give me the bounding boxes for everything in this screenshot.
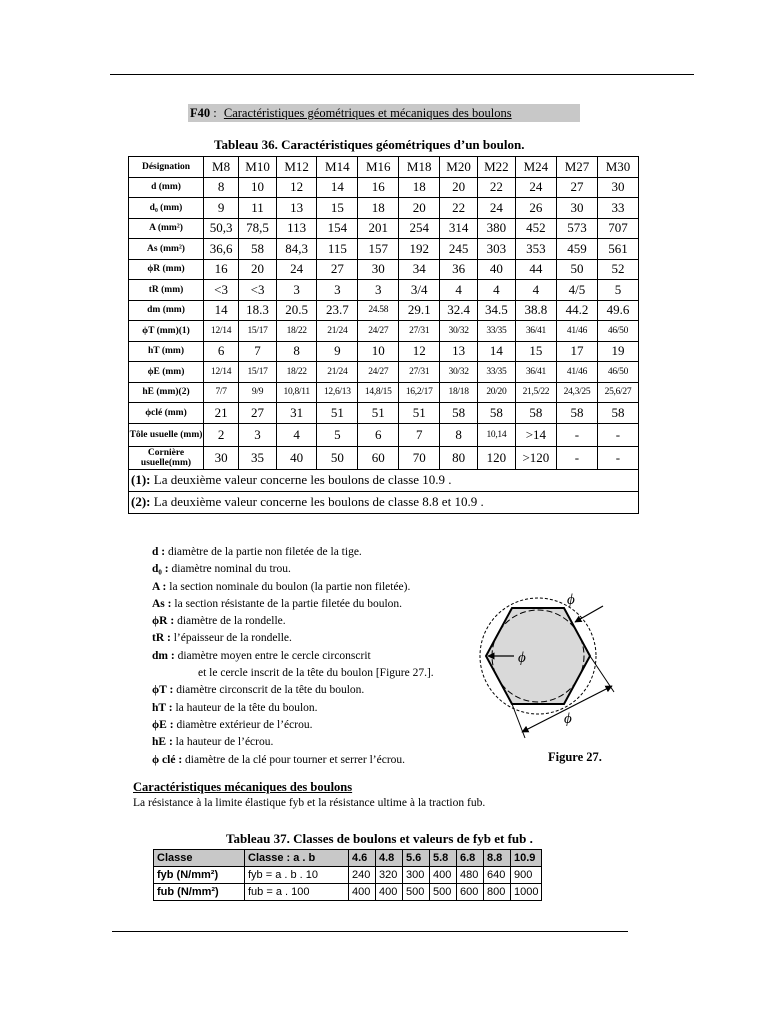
cell-value: 30/32 — [440, 362, 478, 383]
cell-value: 19 — [597, 341, 638, 362]
cell-value: 40 — [477, 259, 515, 280]
header-size: M14 — [317, 157, 358, 178]
definition-text: diamètre extérieur de l’écrou. — [173, 718, 313, 731]
definition-item — [152, 717, 434, 734]
cell-value: 58 — [597, 403, 638, 424]
cell-value: 14 — [317, 177, 358, 198]
cell-value: >120 — [515, 446, 556, 469]
row-label: d₀ (mm) — [129, 198, 204, 219]
cell-value: 46/50 — [597, 321, 638, 342]
cell-value: 15 — [317, 198, 358, 219]
row-label: Tôle usuelle (mm) — [129, 423, 204, 446]
cell-value: 58 — [515, 403, 556, 424]
cell-value: 707 — [597, 218, 638, 239]
cell-value: 20.5 — [276, 300, 316, 321]
cell-value: 40 — [276, 446, 316, 469]
cell-value: 303 — [477, 239, 515, 260]
cell-value: 22 — [477, 177, 515, 198]
header-size: M20 — [440, 157, 478, 178]
cell-value: 41/46 — [557, 321, 598, 342]
definition-term: ϕE : — [152, 718, 174, 731]
cell-value: 21/24 — [317, 362, 358, 383]
cell-value: 4 — [276, 423, 316, 446]
mechanical-text: La résistance à la limite élastique fyb et la résistance ultime à la traction fub. — [133, 797, 486, 809]
table37-cell: 500 — [430, 884, 457, 901]
row-label: ϕT (mm)(1) — [129, 321, 204, 342]
cell-value: 20 — [239, 259, 277, 280]
definition-item — [152, 700, 434, 717]
cell-value: 4 — [440, 280, 478, 301]
cell-value: 9 — [317, 341, 358, 362]
cell-value: 21 — [204, 403, 239, 424]
cell-value: 44 — [515, 259, 556, 280]
cell-value: 18/22 — [276, 362, 316, 383]
header-size: M24 — [515, 157, 556, 178]
cell-value: 49.6 — [597, 300, 638, 321]
table36-header-row — [129, 157, 639, 178]
table37-cell: 640 — [484, 867, 511, 884]
table36-row — [129, 280, 639, 301]
cell-value: 561 — [597, 239, 638, 260]
cell-value: 29.1 — [399, 300, 440, 321]
table37-cell: 240 — [349, 867, 376, 884]
note-marker: (1): — [131, 472, 151, 487]
table36-row — [129, 382, 639, 403]
definitions-list — [152, 544, 434, 769]
cell-value: - — [557, 446, 598, 469]
table37-cell: 400 — [376, 884, 403, 901]
note-text: La deuxième valeur concerne les boulons de classe 8.8 et 10.9 . — [150, 494, 484, 509]
table36-row — [129, 362, 639, 383]
table37-header-row — [154, 850, 542, 867]
cell-value: 34 — [399, 259, 440, 280]
note-text: La deuxième valeur concerne les boulons de classe 10.9 . — [150, 472, 452, 487]
figure-caption: Figure 27. — [548, 750, 602, 764]
definition-term: ϕ clé : — [152, 753, 183, 766]
table37-row — [154, 884, 542, 901]
cell-value: 9 — [204, 198, 239, 219]
definition-text: diamètre nominal du trou. — [168, 563, 291, 576]
definition-item — [152, 682, 434, 699]
table36-row — [129, 446, 639, 469]
cell-value: 157 — [358, 239, 399, 260]
cell-value: 24 — [515, 177, 556, 198]
definition-text: l’épaisseur de la rondelle. — [170, 632, 292, 645]
cell-value: 4/5 — [557, 280, 598, 301]
row-label: ϕE (mm) — [129, 362, 204, 383]
cell-value: 52 — [597, 259, 638, 280]
cell-value: 84,3 — [276, 239, 316, 260]
table36-row — [129, 341, 639, 362]
definition-item — [152, 596, 434, 613]
table37-cell: 480 — [457, 867, 484, 884]
cell-value: 50 — [317, 446, 358, 469]
row-label: As (mm²) — [129, 239, 204, 260]
cell-value: 36,6 — [204, 239, 239, 260]
cell-value: 30 — [557, 198, 598, 219]
definition-item — [152, 752, 434, 769]
definition-text: diamètre moyen entre le cercle circonscrit — [174, 649, 371, 662]
cell-value: 20 — [399, 198, 440, 219]
definition-term: d : — [152, 546, 166, 558]
table37-header-cell: 6.8 — [457, 850, 484, 867]
cell-value: 34.5 — [477, 300, 515, 321]
cell-value: 18 — [399, 177, 440, 198]
table37-cell: 1000 — [511, 884, 542, 901]
table36-row — [129, 321, 639, 342]
cell-value: 12 — [276, 177, 316, 198]
note-marker: (2): — [131, 494, 151, 509]
row-label: dm (mm) — [129, 300, 204, 321]
table37-cell: 400 — [430, 867, 457, 884]
cell-value: 41/46 — [557, 362, 598, 383]
definition-term: ϕT : — [152, 684, 174, 697]
cell-value: 353 — [515, 239, 556, 260]
cell-value: 36/41 — [515, 362, 556, 383]
cell-value: 12,6/13 — [317, 382, 358, 403]
table37-cell: 600 — [457, 884, 484, 901]
cell-value: 3 — [239, 423, 277, 446]
definition-text: la section résistante de la partie filetée du boulon. — [171, 597, 403, 610]
table37-header-cell: 10.9 — [511, 850, 542, 867]
cell-value: >14 — [515, 423, 556, 446]
cell-value: 24 — [276, 259, 316, 280]
cell-value: 30/32 — [440, 321, 478, 342]
table37-cell: fub = a . 100 — [245, 884, 349, 901]
section-separator: : — [213, 106, 217, 120]
cell-value: 12 — [399, 341, 440, 362]
bottom-rule — [112, 931, 628, 932]
cell-value: 27 — [557, 177, 598, 198]
definition-item — [152, 579, 434, 596]
bolt-classes-table — [153, 849, 542, 901]
definition-item — [152, 613, 434, 630]
header-size: M10 — [239, 157, 277, 178]
definition-text: diamètre de la partie non filetée de la tige. — [165, 546, 362, 558]
table36-caption: Tableau 36. Caractéristiques géométriques d’un boulon. — [214, 137, 525, 152]
cell-value: <3 — [239, 280, 277, 301]
cell-value: 24,3/25 — [557, 382, 598, 403]
cell-value: 70 — [399, 446, 440, 469]
cell-value: 50 — [557, 259, 598, 280]
cell-value: 33 — [597, 198, 638, 219]
cell-value: 8 — [204, 177, 239, 198]
cell-value: 58 — [440, 403, 478, 424]
cell-value: 14,8/15 — [358, 382, 399, 403]
cell-value: 23.7 — [317, 300, 358, 321]
cell-value: 18/18 — [440, 382, 478, 403]
table36-row — [129, 423, 639, 446]
cell-value: 26 — [515, 198, 556, 219]
row-label: d (mm) — [129, 177, 204, 198]
table37-cell: 900 — [511, 867, 542, 884]
cell-value: 21,5/22 — [515, 382, 556, 403]
definition-text: la hauteur de la tête du boulon. — [172, 701, 318, 714]
cell-value: 6 — [358, 423, 399, 446]
cell-value: 24.58 — [358, 300, 399, 321]
note-cell — [129, 469, 639, 491]
cell-value: 254 — [399, 218, 440, 239]
cell-value: 14 — [477, 341, 515, 362]
definition-term: d₀ : — [152, 563, 169, 576]
cell-value: 15 — [515, 341, 556, 362]
cell-value: 3/4 — [399, 280, 440, 301]
cell-value: 14 — [204, 300, 239, 321]
table37-cell: fyb (N/mm²) — [154, 867, 245, 884]
cell-value: 20 — [440, 177, 478, 198]
table36-note-row — [129, 469, 639, 491]
definition-text: diamètre de la rondelle. — [174, 615, 286, 628]
cell-value: 31 — [276, 403, 316, 424]
cell-value: 78,5 — [239, 218, 277, 239]
cell-value: 6 — [204, 341, 239, 362]
cell-value: 32.4 — [440, 300, 478, 321]
cell-value: 16,2/17 — [399, 382, 440, 403]
cell-value: 46/50 — [597, 362, 638, 383]
table37-cell: 400 — [349, 884, 376, 901]
outer-diameter-arrow — [575, 606, 603, 622]
definition-term: As : — [152, 597, 172, 610]
cell-value: 9/9 — [239, 382, 277, 403]
cell-value: 36/41 — [515, 321, 556, 342]
definition-term: dm : — [152, 649, 175, 662]
table37-caption: Tableau 37. Classes de boulons et valeurs de fyb et fub . — [226, 831, 533, 846]
cell-value: 5 — [317, 423, 358, 446]
cell-value: 120 — [477, 446, 515, 469]
figure-27-hexagon-diagram — [470, 586, 630, 746]
cell-value: 24 — [477, 198, 515, 219]
table36-note-row — [129, 491, 639, 513]
table36-row — [129, 403, 639, 424]
table37-header-cell: 4.8 — [376, 850, 403, 867]
cell-value: 11 — [239, 198, 277, 219]
cell-value: 201 — [358, 218, 399, 239]
cell-value: 8 — [440, 423, 478, 446]
table37-header-cell: Classe : a . b — [245, 850, 349, 867]
cell-value: 22 — [440, 198, 478, 219]
row-label: A (mm²) — [129, 218, 204, 239]
definition-item — [152, 544, 434, 561]
header-size: M16 — [358, 157, 399, 178]
cell-value: 27/31 — [399, 362, 440, 383]
cell-value: 4 — [477, 280, 515, 301]
definition-term: hT : — [152, 701, 173, 714]
cell-value: 16 — [358, 177, 399, 198]
section-title: Caractéristiques géométriques et mécaniques des boulons — [223, 106, 512, 120]
phi-label-top: ϕ — [567, 592, 575, 608]
cell-value: 58 — [557, 403, 598, 424]
header-size: M18 — [399, 157, 440, 178]
cell-value: 58 — [477, 403, 515, 424]
table37-cell: 320 — [376, 867, 403, 884]
cell-value: 21/24 — [317, 321, 358, 342]
cell-value: 7 — [239, 341, 277, 362]
cell-value: 58 — [239, 239, 277, 260]
row-label: tR (mm) — [129, 280, 204, 301]
cell-value: 27 — [239, 403, 277, 424]
cell-value: 245 — [440, 239, 478, 260]
mechanical-title: Caractéristiques mécaniques des boulons — [133, 780, 353, 794]
cell-value: 18 — [358, 198, 399, 219]
definition-text: diamètre circonscrit de la tête du boulon. — [173, 684, 365, 697]
table36-row — [129, 239, 639, 260]
cell-value: 15/17 — [239, 321, 277, 342]
definition-text: la section nominale du boulon (la partie non filetée). — [166, 580, 411, 593]
cell-value: 7/7 — [204, 382, 239, 403]
cell-value: 24/27 — [358, 362, 399, 383]
cell-value: 115 — [317, 239, 358, 260]
cell-value: 33/35 — [477, 321, 515, 342]
definition-item — [152, 734, 434, 751]
cell-value: 33/35 — [477, 362, 515, 383]
row-label: hT (mm) — [129, 341, 204, 362]
cell-value: 154 — [317, 218, 358, 239]
definition-term: hE : — [152, 736, 173, 749]
cell-value: 44.2 — [557, 300, 598, 321]
cell-value: 18/22 — [276, 321, 316, 342]
cell-value: 18.3 — [239, 300, 277, 321]
cell-value: 51 — [399, 403, 440, 424]
table36-row — [129, 198, 639, 219]
cell-value: 452 — [515, 218, 556, 239]
cell-value: 35 — [239, 446, 277, 469]
table37-row — [154, 867, 542, 884]
table37-cell: fub (N/mm²) — [154, 884, 245, 901]
cell-value: 17 — [557, 341, 598, 362]
extension-line-left — [512, 704, 525, 738]
definition-term: tR : — [152, 632, 171, 645]
section-code: F40 — [190, 106, 211, 120]
table37-header-cell: 4.6 — [349, 850, 376, 867]
cell-value: 15/17 — [239, 362, 277, 383]
phi-label-bottom: ϕ — [564, 711, 572, 727]
extension-line-right — [590, 656, 614, 692]
cell-value: 38.8 — [515, 300, 556, 321]
cell-value: 4 — [515, 280, 556, 301]
table37-header-cell: 5.8 — [430, 850, 457, 867]
cell-value: 51 — [358, 403, 399, 424]
bolt-geometry-table — [128, 156, 639, 514]
definition-text: diamètre de la clé pour tourner et serrer l’écrou. — [182, 753, 406, 766]
table36-row — [129, 177, 639, 198]
table37-header-cell: Classe — [154, 850, 245, 867]
cell-value: 3 — [276, 280, 316, 301]
cell-value: - — [597, 423, 638, 446]
header-size: M27 — [557, 157, 598, 178]
table37-header-cell: 5.6 — [403, 850, 430, 867]
row-label: hE (mm)(2) — [129, 382, 204, 403]
definition-text: et le cercle inscrit de la tête du boulon [Figure 27.]. — [198, 667, 434, 680]
cell-value: 30 — [597, 177, 638, 198]
table37-header-cell: 8.8 — [484, 850, 511, 867]
cell-value: 27 — [317, 259, 358, 280]
cell-value: 50,3 — [204, 218, 239, 239]
definition-item — [152, 630, 434, 647]
definition-item — [152, 665, 434, 682]
cell-value: 3 — [358, 280, 399, 301]
cell-value: 5 — [597, 280, 638, 301]
cell-value: 10,14 — [477, 423, 515, 446]
definition-term: A : — [152, 580, 167, 593]
table37-cell: 300 — [403, 867, 430, 884]
cell-value: 8 — [276, 341, 316, 362]
top-rule — [110, 74, 694, 75]
definition-term: ϕR : — [152, 615, 175, 628]
cell-value: 573 — [557, 218, 598, 239]
definition-text: la hauteur de l’écrou. — [172, 736, 274, 749]
cell-value: 3 — [317, 280, 358, 301]
cell-value: 30 — [358, 259, 399, 280]
table36-row — [129, 300, 639, 321]
header-size: M30 — [597, 157, 638, 178]
row-label: ϕclé (mm) — [129, 403, 204, 424]
cell-value: 51 — [317, 403, 358, 424]
header-size: M12 — [276, 157, 316, 178]
header-size: M22 — [477, 157, 515, 178]
table37-cell: 800 — [484, 884, 511, 901]
cell-value: 80 — [440, 446, 478, 469]
cell-value: 24/27 — [358, 321, 399, 342]
row-label: ϕR (mm) — [129, 259, 204, 280]
cell-value: 314 — [440, 218, 478, 239]
cell-value: 7 — [399, 423, 440, 446]
cell-value: 25,6/27 — [597, 382, 638, 403]
header-size: M8 — [204, 157, 239, 178]
section-heading — [188, 104, 580, 122]
cell-value: 10 — [358, 341, 399, 362]
phi-label-middle: ϕ — [518, 650, 526, 666]
cell-value: 16 — [204, 259, 239, 280]
cell-value: 30 — [204, 446, 239, 469]
table36-row — [129, 218, 639, 239]
cell-value: - — [557, 423, 598, 446]
cell-value: 27/31 — [399, 321, 440, 342]
definition-item — [152, 648, 434, 665]
note-cell — [129, 491, 639, 513]
cell-value: 10,8/11 — [276, 382, 316, 403]
cell-value: 60 — [358, 446, 399, 469]
cell-value: 36 — [440, 259, 478, 280]
cell-value: 113 — [276, 218, 316, 239]
cell-value: 20/20 — [477, 382, 515, 403]
cell-value: 380 — [477, 218, 515, 239]
header-designation: Désignation — [129, 157, 204, 178]
cell-value: 2 — [204, 423, 239, 446]
table37-cell: 500 — [403, 884, 430, 901]
cell-value: 192 — [399, 239, 440, 260]
row-label: Cornière usuelle(mm) — [129, 446, 204, 469]
cell-value: <3 — [204, 280, 239, 301]
cell-value: 13 — [276, 198, 316, 219]
cell-value: 12/14 — [204, 362, 239, 383]
table37-cell: fyb = a . b . 10 — [245, 867, 349, 884]
table36-row — [129, 259, 639, 280]
cell-value: 13 — [440, 341, 478, 362]
definition-item — [152, 561, 434, 578]
cell-value: 459 — [557, 239, 598, 260]
cell-value: 10 — [239, 177, 277, 198]
cell-value: - — [597, 446, 638, 469]
cell-value: 12/14 — [204, 321, 239, 342]
